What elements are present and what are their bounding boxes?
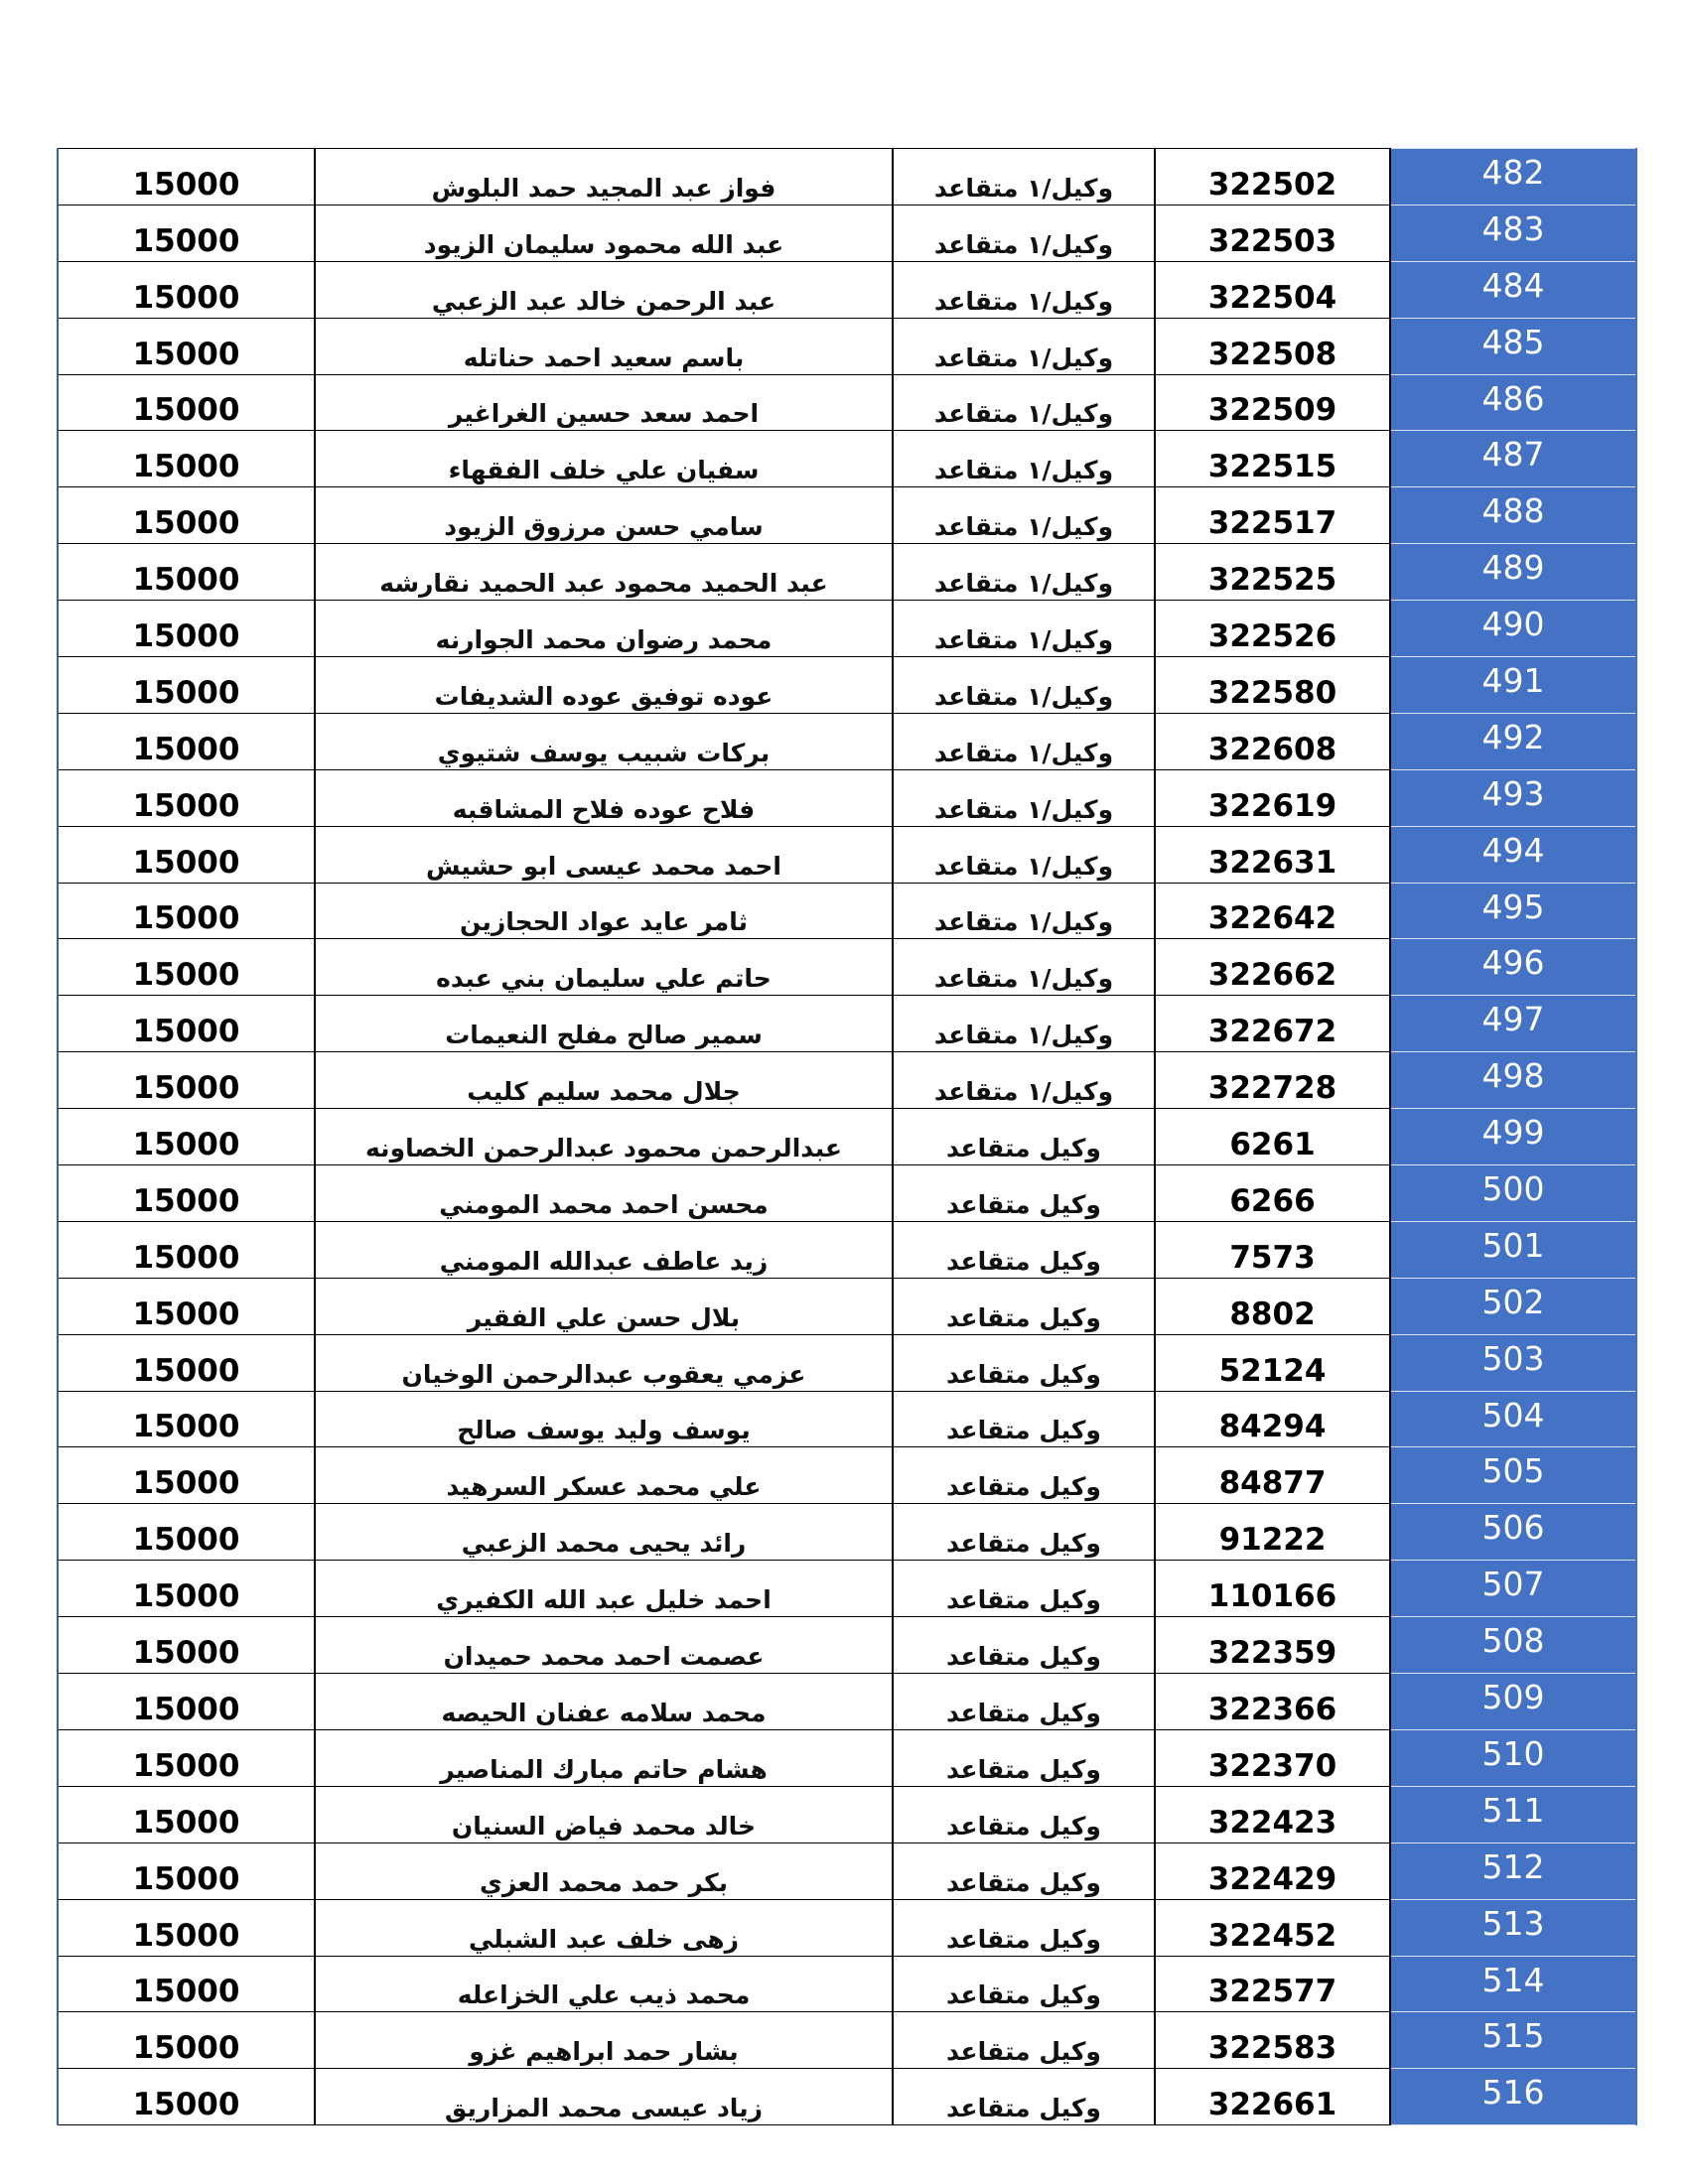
name-cell: محمد سلامه عفنان الحيصه: [315, 1674, 893, 1730]
military-number-cell: 322423: [1155, 1786, 1390, 1843]
name-cell: زيد عاطف عبدالله المومني: [315, 1221, 893, 1278]
rank-cell: وكيل متقاعد: [893, 1334, 1155, 1391]
amount-cell: 15000: [58, 431, 315, 487]
table-row: [58, 1674, 1636, 1730]
table-row: [58, 996, 1636, 1052]
sequence-number-cell: 487: [1390, 431, 1636, 487]
military-number-cell: 322728: [1155, 1052, 1390, 1109]
military-number-cell: 322452: [1155, 1899, 1390, 1956]
military-number-cell: 6261: [1155, 1109, 1390, 1165]
table-row: [58, 2012, 1636, 2069]
amount-cell: 15000: [58, 1165, 315, 1222]
rank-cell: وكيل/١ متقاعد: [893, 544, 1155, 601]
name-cell: علي محمد عسكر السرهيد: [315, 1447, 893, 1504]
sequence-number-cell: 511: [1390, 1786, 1636, 1843]
table-row: [58, 1504, 1636, 1561]
military-number-cell: 322359: [1155, 1617, 1390, 1674]
rank-cell: وكيل متقاعد: [893, 1391, 1155, 1447]
name-cell: عبدالرحمن محمود عبدالرحمن الخصاونه: [315, 1109, 893, 1165]
sequence-number-cell: 494: [1390, 826, 1636, 883]
military-number-cell: 84294: [1155, 1391, 1390, 1447]
amount-cell: 15000: [58, 939, 315, 996]
amount-cell: 15000: [58, 1052, 315, 1109]
amount-cell: 15000: [58, 1956, 315, 2012]
name-cell: حاتم علي سليمان بني عبده: [315, 939, 893, 996]
military-number-cell: 322366: [1155, 1674, 1390, 1730]
name-cell: محسن احمد محمد المومني: [315, 1165, 893, 1222]
rank-cell: وكيل متقاعد: [893, 2069, 1155, 2125]
rank-cell: وكيل/١ متقاعد: [893, 205, 1155, 261]
table-row: [58, 1221, 1636, 1278]
sequence-number-cell: 505: [1390, 1447, 1636, 1504]
name-cell: هشام حاتم مبارك المناصير: [315, 1729, 893, 1786]
military-number-cell: 322526: [1155, 601, 1390, 657]
table-row: [58, 601, 1636, 657]
military-number-cell: 322642: [1155, 883, 1390, 939]
sequence-number-cell: 503: [1390, 1334, 1636, 1391]
name-cell: زهى خلف عبد الشبلي: [315, 1899, 893, 1956]
name-cell: باسم سعيد احمد حناتله: [315, 318, 893, 374]
name-cell: سمير صالح مفلح النعيمات: [315, 996, 893, 1052]
name-cell: فواز عبد المجيد حمد البلوش: [315, 149, 893, 205]
sequence-number-cell: 512: [1390, 1843, 1636, 1899]
amount-cell: 15000: [58, 1786, 315, 1843]
rank-cell: وكيل/١ متقاعد: [893, 769, 1155, 826]
rank-cell: وكيل/١ متقاعد: [893, 374, 1155, 431]
table-row: [58, 1899, 1636, 1956]
data-table: [57, 148, 1637, 2125]
amount-cell: 15000: [58, 544, 315, 601]
amount-cell: 15000: [58, 1843, 315, 1899]
amount-cell: 15000: [58, 149, 315, 205]
name-cell: بركات شبيب يوسف شتيوي: [315, 713, 893, 769]
sequence-number-cell: 516: [1390, 2069, 1636, 2125]
table-row: [58, 1561, 1636, 1617]
amount-cell: 15000: [58, 883, 315, 939]
amount-cell: 15000: [58, 2012, 315, 2069]
military-number-cell: 6266: [1155, 1165, 1390, 1222]
amount-cell: 15000: [58, 374, 315, 431]
table-row: [58, 431, 1636, 487]
military-number-cell: 322509: [1155, 374, 1390, 431]
rank-cell: وكيل متقاعد: [893, 1617, 1155, 1674]
amount-cell: 15000: [58, 1504, 315, 1561]
table-row: [58, 1729, 1636, 1786]
name-cell: بشار حمد ابراهيم غزو: [315, 2012, 893, 2069]
military-number-cell: 322503: [1155, 205, 1390, 261]
table-row: [58, 1391, 1636, 1447]
table-row: [58, 1278, 1636, 1334]
sequence-number-cell: 486: [1390, 374, 1636, 431]
rank-cell: وكيل/١ متقاعد: [893, 883, 1155, 939]
military-number-cell: 52124: [1155, 1334, 1390, 1391]
military-number-cell: 8802: [1155, 1278, 1390, 1334]
rank-cell: وكيل/١ متقاعد: [893, 713, 1155, 769]
sequence-number-cell: 482: [1390, 149, 1636, 205]
amount-cell: 15000: [58, 1617, 315, 1674]
name-cell: عوده توفيق عوده الشديفات: [315, 657, 893, 714]
military-number-cell: 322619: [1155, 769, 1390, 826]
military-number-cell: 322429: [1155, 1843, 1390, 1899]
sequence-number-cell: 485: [1390, 318, 1636, 374]
name-cell: احمد محمد عيسى ابو حشيش: [315, 826, 893, 883]
name-cell: عصمت احمد محمد حميدان: [315, 1617, 893, 1674]
name-cell: بكر حمد محمد العزي: [315, 1843, 893, 1899]
table-row: [58, 1109, 1636, 1165]
name-cell: سفيان علي خلف الفقهاء: [315, 431, 893, 487]
amount-cell: 15000: [58, 1561, 315, 1617]
table-row: [58, 826, 1636, 883]
name-cell: زياد عيسى محمد المزاريق: [315, 2069, 893, 2125]
table-row: [58, 883, 1636, 939]
amount-cell: 15000: [58, 2069, 315, 2125]
table-row: [58, 487, 1636, 544]
sequence-number-cell: 504: [1390, 1391, 1636, 1447]
sequence-number-cell: 514: [1390, 1956, 1636, 2012]
amount-cell: 15000: [58, 1729, 315, 1786]
name-cell: ثامر عايد عواد الحجازين: [315, 883, 893, 939]
amount-cell: 15000: [58, 1334, 315, 1391]
rank-cell: وكيل/١ متقاعد: [893, 657, 1155, 714]
rank-cell: وكيل/١ متقاعد: [893, 261, 1155, 318]
table-row: [58, 1165, 1636, 1222]
sequence-number-cell: 515: [1390, 2012, 1636, 2069]
amount-cell: 15000: [58, 657, 315, 714]
rank-cell: وكيل متقاعد: [893, 1561, 1155, 1617]
sequence-number-cell: 507: [1390, 1561, 1636, 1617]
table-row: [58, 1956, 1636, 2012]
amount-cell: 15000: [58, 1278, 315, 1334]
table-row: [58, 1052, 1636, 1109]
sequence-number-cell: 499: [1390, 1109, 1636, 1165]
military-number-cell: 110166: [1155, 1561, 1390, 1617]
military-number-cell: 322370: [1155, 1729, 1390, 1786]
military-number-cell: 84877: [1155, 1447, 1390, 1504]
sequence-number-cell: 490: [1390, 601, 1636, 657]
name-cell: احمد سعد حسين الغراغير: [315, 374, 893, 431]
name-cell: بلال حسن علي الفقير: [315, 1278, 893, 1334]
rank-cell: وكيل/١ متقاعد: [893, 487, 1155, 544]
rank-cell: وكيل/١ متقاعد: [893, 601, 1155, 657]
rank-cell: وكيل متقاعد: [893, 1843, 1155, 1899]
amount-cell: 15000: [58, 487, 315, 544]
amount-cell: 15000: [58, 1109, 315, 1165]
rank-cell: وكيل متقاعد: [893, 1221, 1155, 1278]
table-row: [58, 2069, 1636, 2125]
sequence-number-cell: 484: [1390, 261, 1636, 318]
sequence-number-cell: 496: [1390, 939, 1636, 996]
name-cell: عبد الله محمود سليمان الزيود: [315, 205, 893, 261]
name-cell: فلاح عوده فلاح المشاقبه: [315, 769, 893, 826]
sequence-number-cell: 500: [1390, 1165, 1636, 1222]
table-row: [58, 261, 1636, 318]
amount-cell: 15000: [58, 713, 315, 769]
table-row: [58, 657, 1636, 714]
sequence-number-cell: 488: [1390, 487, 1636, 544]
table-row: [58, 374, 1636, 431]
sequence-number-cell: 502: [1390, 1278, 1636, 1334]
name-cell: رائد يحيى محمد الزعبي: [315, 1504, 893, 1561]
rank-cell: وكيل/١ متقاعد: [893, 996, 1155, 1052]
amount-cell: 15000: [58, 601, 315, 657]
table-row: [58, 1334, 1636, 1391]
rank-cell: وكيل متقاعد: [893, 1956, 1155, 2012]
sequence-number-cell: 498: [1390, 1052, 1636, 1109]
rank-cell: وكيل متقاعد: [893, 1504, 1155, 1561]
military-number-cell: 322580: [1155, 657, 1390, 714]
amount-cell: 15000: [58, 996, 315, 1052]
rank-cell: وكيل متقاعد: [893, 2012, 1155, 2069]
military-number-cell: 322631: [1155, 826, 1390, 883]
rank-cell: وكيل/١ متقاعد: [893, 939, 1155, 996]
table-row: [58, 769, 1636, 826]
military-number-cell: 322661: [1155, 2069, 1390, 2125]
rank-cell: وكيل متقاعد: [893, 1278, 1155, 1334]
military-number-cell: 322504: [1155, 261, 1390, 318]
name-cell: عبد الرحمن خالد عبد الزعبي: [315, 261, 893, 318]
sequence-number-cell: 489: [1390, 544, 1636, 601]
amount-cell: 15000: [58, 769, 315, 826]
rank-cell: وكيل متقاعد: [893, 1165, 1155, 1222]
sequence-number-cell: 493: [1390, 769, 1636, 826]
rank-cell: وكيل متقاعد: [893, 1447, 1155, 1504]
rank-cell: وكيل متقاعد: [893, 1109, 1155, 1165]
name-cell: محمد رضوان محمد الجوارنه: [315, 601, 893, 657]
name-cell: جلال محمد سليم كليب: [315, 1052, 893, 1109]
name-cell: عبد الحميد محمود عبد الحميد نقارشه: [315, 544, 893, 601]
table-row: [58, 1786, 1636, 1843]
amount-cell: 15000: [58, 1221, 315, 1278]
sequence-number-cell: 491: [1390, 657, 1636, 714]
amount-cell: 15000: [58, 318, 315, 374]
military-number-cell: 322608: [1155, 713, 1390, 769]
military-number-cell: 322662: [1155, 939, 1390, 996]
amount-cell: 15000: [58, 1674, 315, 1730]
military-number-cell: 322583: [1155, 2012, 1390, 2069]
name-cell: سامي حسن مرزوق الزيود: [315, 487, 893, 544]
military-number-cell: 322672: [1155, 996, 1390, 1052]
amount-cell: 15000: [58, 826, 315, 883]
rank-cell: وكيل متقاعد: [893, 1786, 1155, 1843]
amount-cell: 15000: [58, 205, 315, 261]
rank-cell: وكيل متقاعد: [893, 1674, 1155, 1730]
table-row: [58, 149, 1636, 205]
sequence-number-cell: 509: [1390, 1674, 1636, 1730]
table-row: [58, 544, 1636, 601]
military-number-cell: 322502: [1155, 149, 1390, 205]
rank-cell: وكيل/١ متقاعد: [893, 318, 1155, 374]
sequence-number-cell: 506: [1390, 1504, 1636, 1561]
sequence-number-cell: 497: [1390, 996, 1636, 1052]
military-number-cell: 322577: [1155, 1956, 1390, 2012]
rank-cell: وكيل/١ متقاعد: [893, 431, 1155, 487]
military-number-cell: 7573: [1155, 1221, 1390, 1278]
military-number-cell: 91222: [1155, 1504, 1390, 1561]
amount-cell: 15000: [58, 261, 315, 318]
sequence-number-cell: 513: [1390, 1899, 1636, 1956]
amount-cell: 15000: [58, 1447, 315, 1504]
name-cell: احمد خليل عبد الله الكفيري: [315, 1561, 893, 1617]
military-number-cell: 322508: [1155, 318, 1390, 374]
military-number-cell: 322517: [1155, 487, 1390, 544]
sequence-number-cell: 483: [1390, 205, 1636, 261]
table-row: [58, 1617, 1636, 1674]
table-row: [58, 1447, 1636, 1504]
table-body: [58, 149, 1636, 2125]
table-row: [58, 713, 1636, 769]
rank-cell: وكيل متقاعد: [893, 1729, 1155, 1786]
rank-cell: وكيل متقاعد: [893, 1899, 1155, 1956]
rank-cell: وكيل/١ متقاعد: [893, 826, 1155, 883]
military-number-cell: 322515: [1155, 431, 1390, 487]
rank-cell: وكيل/١ متقاعد: [893, 149, 1155, 205]
name-cell: خالد محمد فياض السنيان: [315, 1786, 893, 1843]
table-row: [58, 939, 1636, 996]
rank-cell: وكيل/١ متقاعد: [893, 1052, 1155, 1109]
sequence-number-cell: 501: [1390, 1221, 1636, 1278]
name-cell: يوسف وليد يوسف صالح: [315, 1391, 893, 1447]
sequence-number-cell: 510: [1390, 1729, 1636, 1786]
sequence-number-cell: 508: [1390, 1617, 1636, 1674]
amount-cell: 15000: [58, 1391, 315, 1447]
military-number-cell: 322525: [1155, 544, 1390, 601]
table-row: [58, 1843, 1636, 1899]
table-row: [58, 318, 1636, 374]
name-cell: محمد ذيب علي الخزاعله: [315, 1956, 893, 2012]
sequence-number-cell: 492: [1390, 713, 1636, 769]
name-cell: عزمي يعقوب عبدالرحمن الوخيان: [315, 1334, 893, 1391]
amount-cell: 15000: [58, 1899, 315, 1956]
table-row: [58, 205, 1636, 261]
sequence-number-cell: 495: [1390, 883, 1636, 939]
